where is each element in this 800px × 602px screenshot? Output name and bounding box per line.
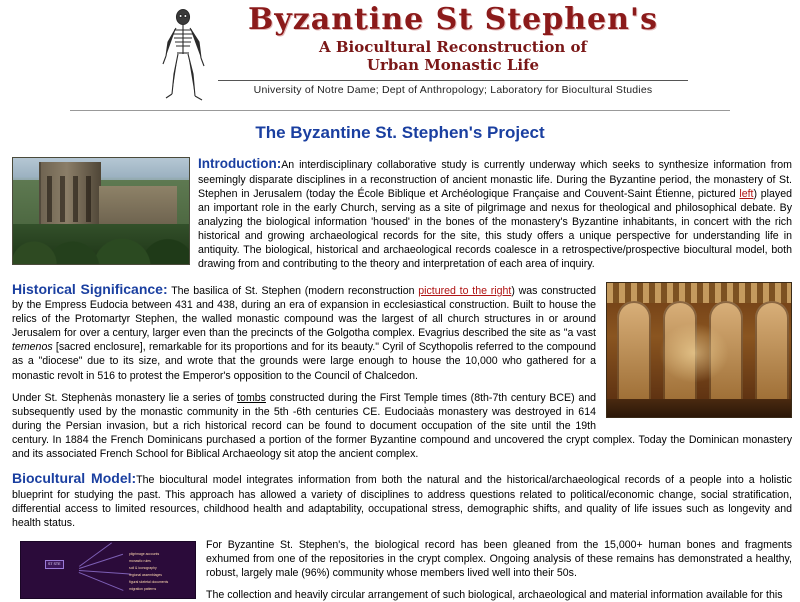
- biocultural-model-diagram: [20, 541, 196, 599]
- pictured-left-link[interactable]: left: [739, 188, 754, 201]
- historical-heading: Historical Significance:: [12, 280, 168, 297]
- masthead: [0, 0, 800, 113]
- basilica-interior-photo: [606, 282, 792, 418]
- introduction-heading: Introduction:: [198, 156, 282, 171]
- biocultural-p1: The biocultural model integrates information from both the natural and the historical/archaeological records of a people into a holistic blueprint for studying the past. This approach has allowed a variety of disciplines to address questions related to political/economic change, social stratification, differential access to limited resources, childhood health and adaptability, occupational stress, demographic shifts, and quality of life issues such as longevity and health status.: [12, 473, 792, 529]
- diagram-node-2: soil & iconography: [129, 565, 157, 570]
- standing-skeleton-icon: [152, 8, 214, 104]
- historical-p1-c: [sacred enclosure], remarkable for its proportions and for its beauty." Cyril of Scythopolis referred to the compound as a "diocese" due to its size, and wrote that the grounds were large enough to house the 10,000 who gathered for a monastic revolt in 516 to protest the Emperor's opposition to the Council of Chalcedon.: [12, 341, 596, 382]
- diagram-node-4: figural skeletal documents: [129, 579, 169, 584]
- introduction-body-a: An interdisciplinary collaborative study is currently underway which seeks to synthesize information from seemingly disparate disciplines in a reconstruction of ancient monastic life. During the Byzantine period, the monastery of St. Stephen in Jerusalem (today the École Biblique et Archéologique Française and Couvent-Saint Étienne, pictured: [198, 159, 792, 201]
- page-title: The Byzantine St. Stephen's Project: [255, 123, 545, 142]
- tombs-link[interactable]: tombs: [237, 391, 266, 404]
- diagram-node-1: monastic rules: [129, 558, 151, 563]
- diagram-node-3: regional assemblages: [129, 572, 162, 577]
- temenos-italic: temenos: [12, 341, 53, 354]
- biocultural-heading: Biocultural Model:: [12, 469, 137, 486]
- historical-p2-b: constructed during the First Temple times (8th-7th century BCE) and subsequently used by the monastic community in the 5th -6th centuries CE. Eudociaàs monastery was destroyed in 614 during the Persian invasion, but a rich historical record can be found to document occupation of the site until the 19th century. In 1884 the French Dominicans purchased a portion of the former Byzantine compound and uncovered the crypt complex. Today the Dominican monastery and its associated French School for Biblical Archaeology sit atop the ancient complex.: [12, 391, 792, 460]
- site-subtitle-line1: A Biocultural Reconstruction of: [319, 37, 587, 56]
- biocultural-paragraph-1: [12, 469, 792, 530]
- introduction-body-b: ) played an important role in the early Church, serving as a site of pilgrimage and nexus for theological and philosophical debate. By analyzing the biological information 'housed' in the bones of the monastery's Byzantine inhabitants, in concert with the rich historical and growing archaeological records for the site, this study offers a unique perspective for understanding life in antiquity. The biological, historical and archaeological records coalesce in a retrospective/prospective biocultural model, both drawing from and contributing to the theory and interpretation of each area of inquiry.: [198, 188, 792, 271]
- affiliation-line: University of Notre Dame; Dept of Anthropology; Laboratory for Biocultural Studies: [253, 83, 653, 96]
- historical-p1-a: The basilica of St. Stephen (modern reconstruction: [171, 284, 419, 297]
- biocultural-paragraph-3: The collection and heavily circular arrangement of such biological, archaeological and material information available for this: [206, 589, 783, 602]
- biocultural-paragraph-2: For Byzantine St. Stephen's, the biological record has been gleaned from the 15,000+ human bones and fragments exhumed from one of the repositories in the crypt complex. Ongoing analysis of these remains has demonstrated a healthy, robust, largely male (96%) community whose members lived well into their 50s.: [206, 538, 792, 579]
- historical-p2-a: Under St. Stephenàs monastery lie a series of: [12, 391, 238, 404]
- pictured-right-link[interactable]: pictured to the right: [418, 284, 512, 297]
- diagram-node-5: migration patterns: [129, 586, 157, 591]
- site-subtitle-line2: Urban Monastic Life: [366, 55, 540, 74]
- site-title: Byzantine St Stephen's: [247, 2, 658, 37]
- monastery-exterior-photo: [12, 157, 190, 265]
- masthead-divider: [70, 110, 730, 111]
- historical-p1-b: ) was constructed by the Empress Eudocia between 431 and 438, during an era of expansion in ecclesiastical construction. Built to house the relics of the Protomartyr Stephen, the walled monastic compound was the largest of all church structures in or around Jerusalem for over a century, larger even than the precincts of the Golgotha complex. Evagrius described the site as "a vast: [12, 284, 596, 340]
- diagram-node-0: pilgrimage accounts: [129, 551, 160, 556]
- main-content: [0, 155, 800, 602]
- diagram-center-label: ST STE: [45, 560, 64, 569]
